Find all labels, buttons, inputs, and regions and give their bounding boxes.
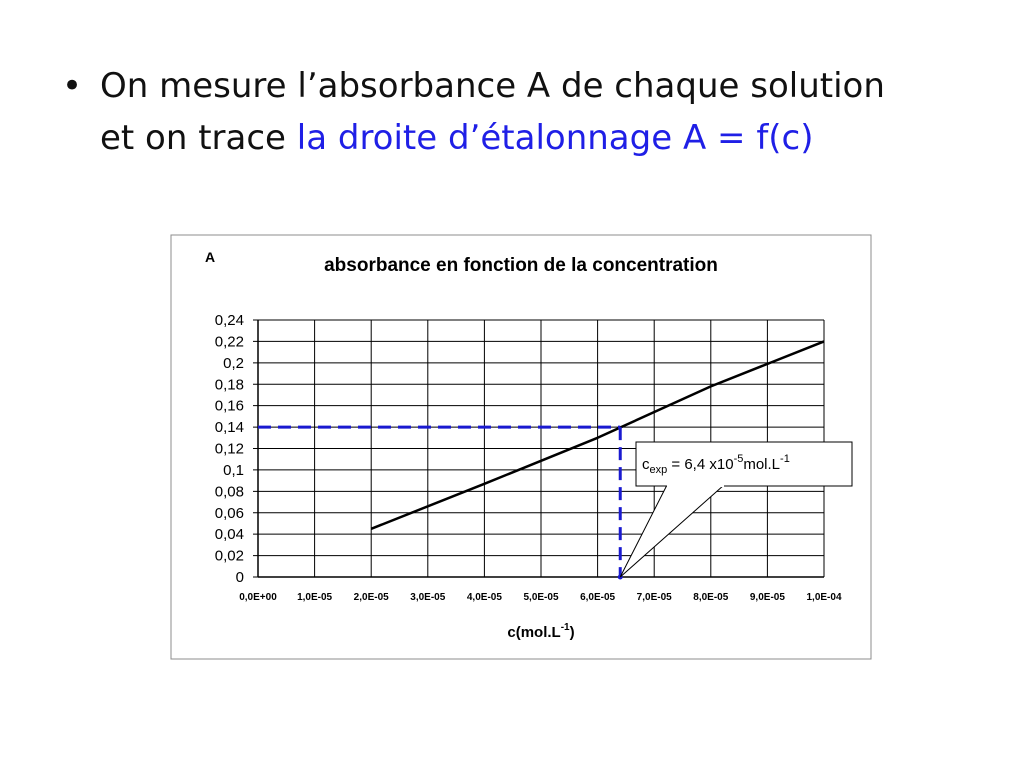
y-tick-label-7: 0,14 — [214, 419, 244, 437]
chart-title: absorbance en fonction de la concentration — [324, 255, 718, 276]
x-tick-label-6: 6,0E-05 — [580, 592, 616, 603]
x-label-base: c(mol.L — [507, 624, 561, 641]
y-axis-label: A — [205, 249, 216, 265]
y-tick-label-5: 0,1 — [223, 461, 244, 479]
x-tick-label-5: 5,0E-05 — [523, 592, 559, 603]
annotation-exp1: -5 — [733, 453, 744, 465]
bullet-symbol: • — [62, 66, 83, 106]
annotation-unit: mol.L — [743, 456, 781, 473]
x-label-end: ) — [569, 624, 575, 641]
annotation-value: = 6,4 x10 — [667, 456, 734, 473]
y-tick-label-9: 0,18 — [214, 376, 244, 394]
x-tick-label-8: 8,0E-05 — [693, 592, 729, 603]
annotation-c: c — [642, 456, 650, 473]
x-tick-label-2: 2,0E-05 — [353, 592, 389, 603]
bullet-line-2-start: et on trace — [100, 118, 297, 158]
y-tick-label-0: 0 — [235, 569, 244, 586]
y-tick-label-8: 0,16 — [214, 397, 244, 415]
calibration-line-highlight: la droite d’étalonnage A = f(c) — [296, 118, 814, 158]
annotation-exp2: -1 — [780, 453, 790, 465]
x-tick-label-4: 4,0E-05 — [466, 592, 502, 603]
y-tick-label-4: 0,08 — [214, 483, 244, 501]
x-tick-labels — [239, 592, 842, 603]
x-tick-label-10: 1,0E-04 — [806, 592, 842, 603]
bullet-line-1: On mesure l’absorbance A de chaque solution — [100, 66, 885, 106]
y-tick-label-6: 0,12 — [214, 440, 244, 458]
x-tick-label-9: 9,0E-05 — [749, 592, 785, 603]
y-tick-label-11: 0,22 — [214, 333, 244, 351]
y-tick-label-2: 0,04 — [214, 526, 244, 544]
x-tick-label-7: 7,0E-05 — [636, 592, 672, 603]
x-tick-label-3: 3,0E-05 — [410, 592, 446, 603]
y-tick-label-3: 0,06 — [214, 504, 244, 522]
x-tick-label-0: 0,0E+00 — [239, 592, 277, 603]
y-tick-label-10: 0,2 — [223, 354, 244, 372]
y-tick-label-1: 0,02 — [214, 547, 244, 565]
annotation-sub: exp — [649, 464, 668, 476]
x-label-exp: -1 — [560, 622, 570, 633]
y-tick-label-12: 0,24 — [214, 312, 244, 329]
x-tick-label-1: 1,0E-05 — [297, 592, 333, 603]
